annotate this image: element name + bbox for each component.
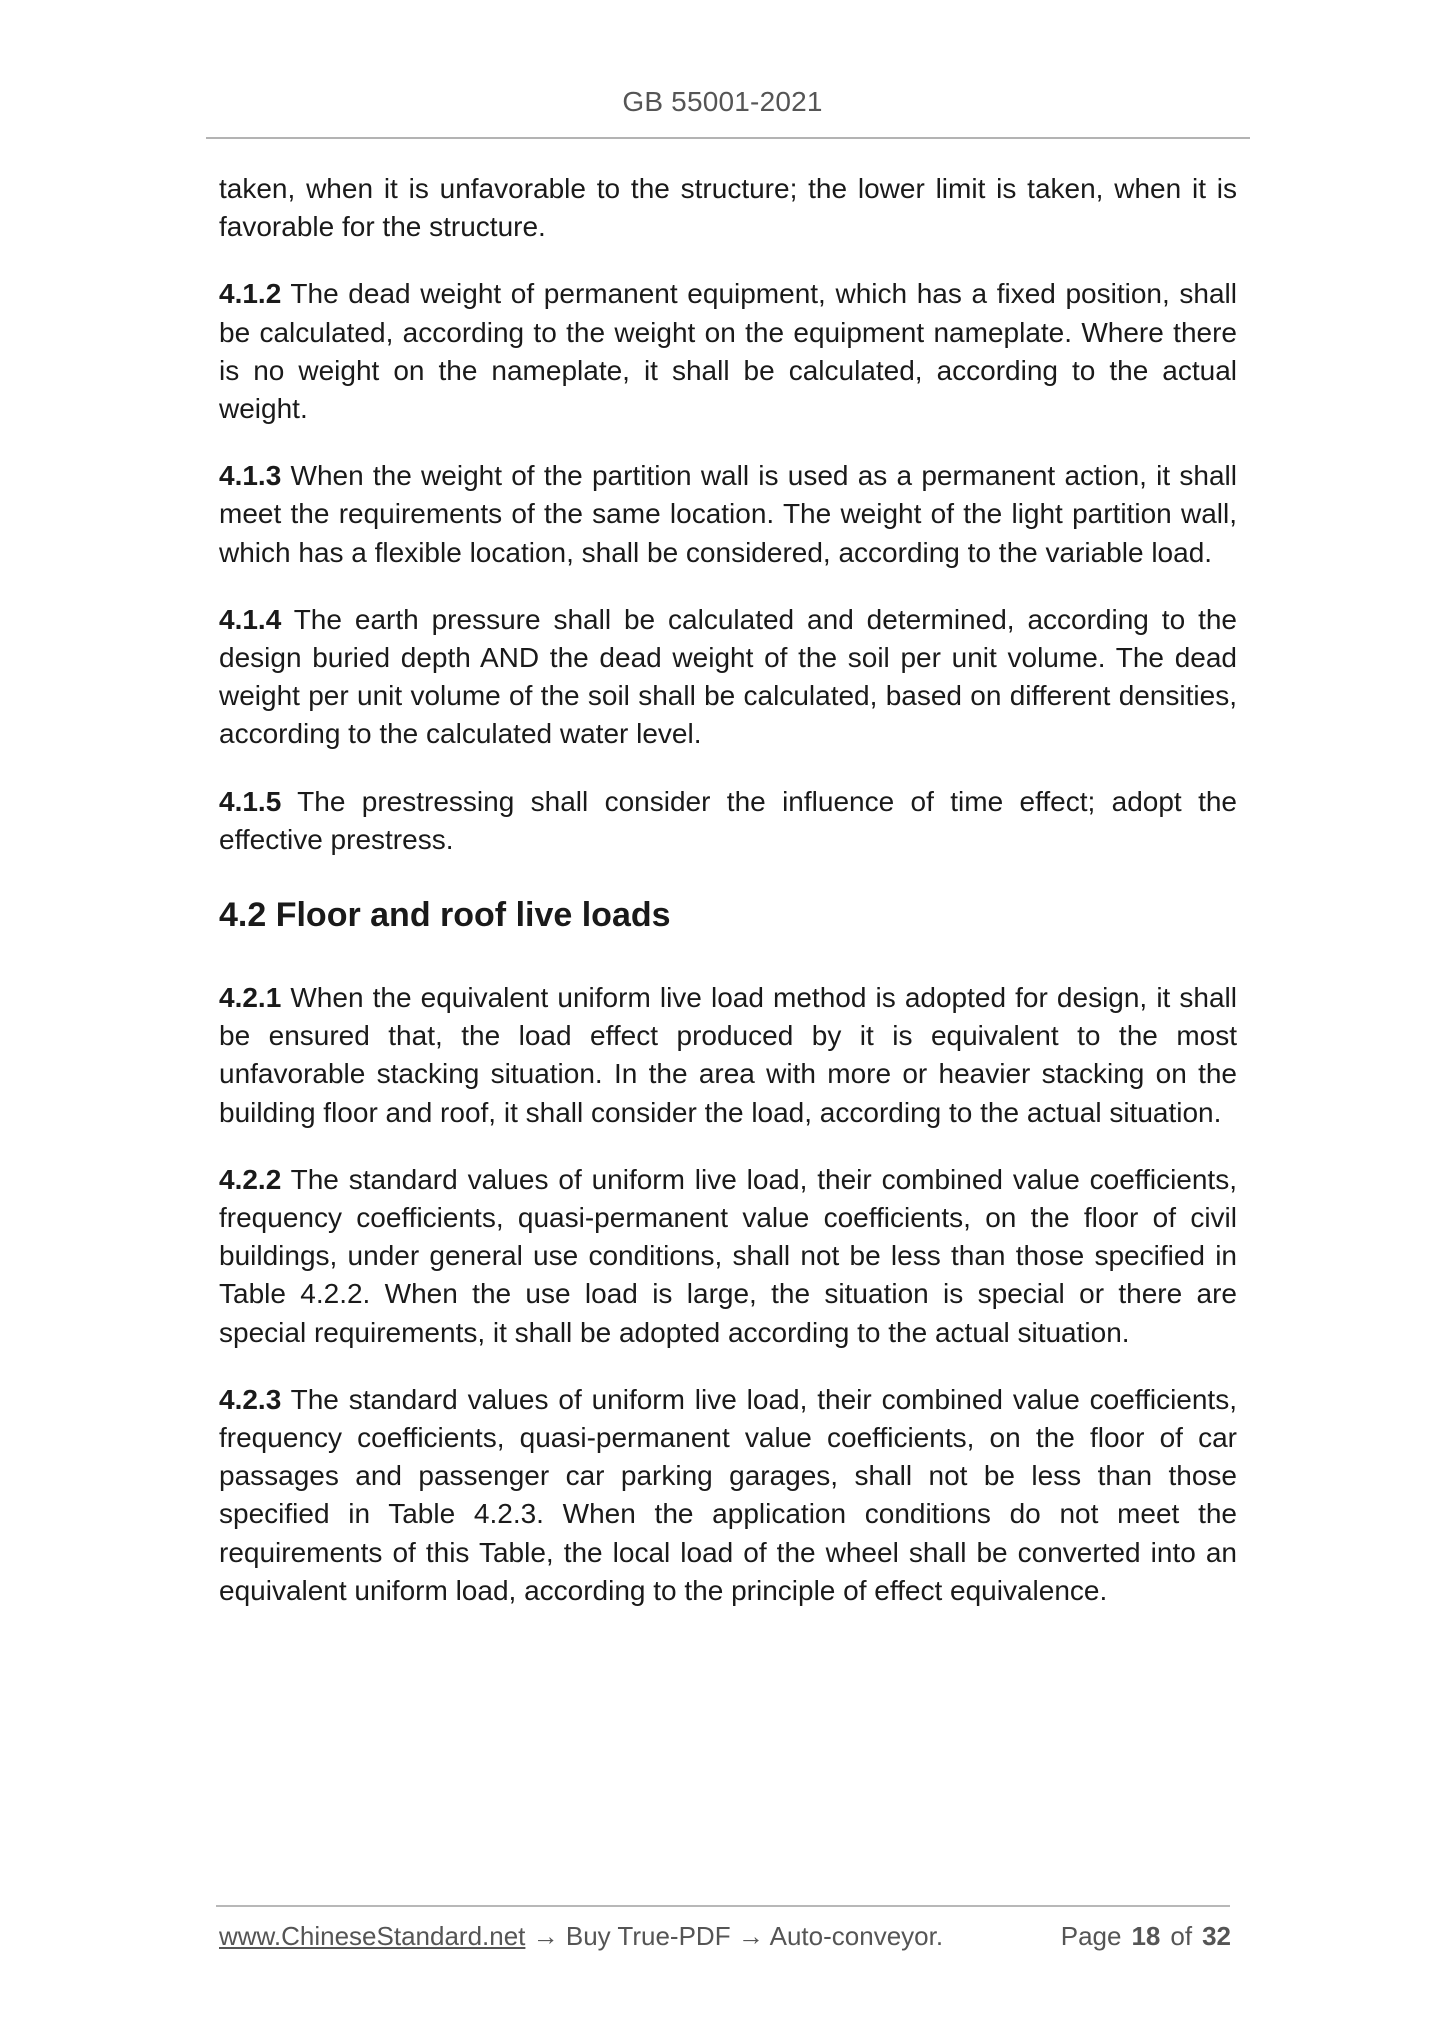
- section-heading: 4.2 Floor and roof live loads: [219, 896, 671, 935]
- website-link[interactable]: www.ChineseStandard.net: [219, 1921, 526, 1951]
- clause-text: The prestressing shall consider the influence of time effect; adopt the effective prestress.: [219, 785, 1237, 855]
- clause-text: The standard values of uniform live load, their combined value coefficients, frequency coefficients, quasi-permanent value coefficients, on the floor of civil buildings, under general use conditions, shall not be less than those specified in Table 4.2.2. When the use load is large, the situation is special or there are special requirements, it shall be adopted according to the actual situation.: [219, 1163, 1237, 1348]
- clause-text: The earth pressure shall be calculated and determined, according to the design buried depth AND the dead weight of the soil per unit volume. The dead weight per unit volume of the soil shall be calculated, based on different densities, according to the calculated water level.: [219, 603, 1237, 750]
- footer-divider: [216, 1905, 1230, 1907]
- page-label: Page: [1060, 1921, 1122, 1951]
- clause-4-2-2: [219, 1161, 1237, 1352]
- page-content: [219, 170, 1237, 1639]
- clause-number: 4.2.1: [219, 982, 282, 1014]
- clause-4-2-1: [219, 979, 1237, 1132]
- clause-number: 4.1.2: [219, 278, 282, 310]
- buy-true-pdf-text: Buy True-PDF: [565, 1921, 731, 1951]
- clause-4-1-2: [219, 275, 1237, 428]
- clause-number: 4.1.5: [219, 785, 282, 817]
- paragraph-text: taken, when it is unfavorable to the structure; the lower limit is taken, when it is favorable for the structure.: [219, 173, 1237, 243]
- clause-4-1-4: [219, 601, 1237, 754]
- clause-number: 4.1.3: [219, 460, 282, 492]
- clause-4-1-5: [219, 783, 1237, 859]
- clause-4-2-3: [219, 1381, 1237, 1610]
- clause-text: When the equivalent uniform live load method is adopted for design, it shall be ensured that, the load effect produced by it is equivalent to the most unfavorable stacking situation. In the area with more or heavier stacking on the building floor and roof, it shall consider the load, according to the actual situation.: [219, 982, 1237, 1128]
- paragraph-continuation: [219, 170, 1237, 246]
- footer-promo: [219, 1916, 943, 1956]
- clause-text: When the weight of the partition wall is used as a permanent action, it shall meet the requirements of the same location. The weight of the light partition wall, which has a flexible location, shall be considered, according to the variable load.: [219, 460, 1237, 568]
- clause-4-1-3: [219, 457, 1237, 572]
- arrow-right-icon: →: [532, 1921, 559, 1951]
- clause-text: The dead weight of permanent equipment, which has a fixed position, shall be calculated, according to the weight on the equipment nameplate. Where there is no weight on the nameplate, it shall be calculated, according to the actual weight.: [219, 278, 1237, 425]
- arrow-right-icon: →: [737, 1921, 764, 1951]
- clause-text: The standard values of uniform live load, their combined value coefficients, frequency coefficients, quasi-permanent value coefficients, on the floor of car passages and passenger car parking garages, shall not be less than those specified in Table 4.2.3. When the application conditions do not meet the requirements of this Table, the local load of the wheel shall be converted into an equivalent uniform load, according to the principle of effect equivalence.: [219, 1383, 1237, 1606]
- page-footer: [219, 1916, 1237, 1956]
- document-header-title: GB 55001-2021: [622, 86, 823, 117]
- page-of-label: of: [1170, 1921, 1193, 1951]
- header-divider: [206, 137, 1250, 139]
- clause-number: 4.2.2: [219, 1163, 282, 1195]
- total-page-count: 32: [1202, 1921, 1231, 1951]
- current-page-number: 18: [1131, 1921, 1161, 1951]
- clause-number: 4.2.3: [219, 1383, 282, 1415]
- auto-conveyor-text: Auto-conveyor.: [769, 1921, 944, 1951]
- clause-number: 4.1.4: [219, 603, 282, 635]
- page-indicator: [1061, 1916, 1231, 1956]
